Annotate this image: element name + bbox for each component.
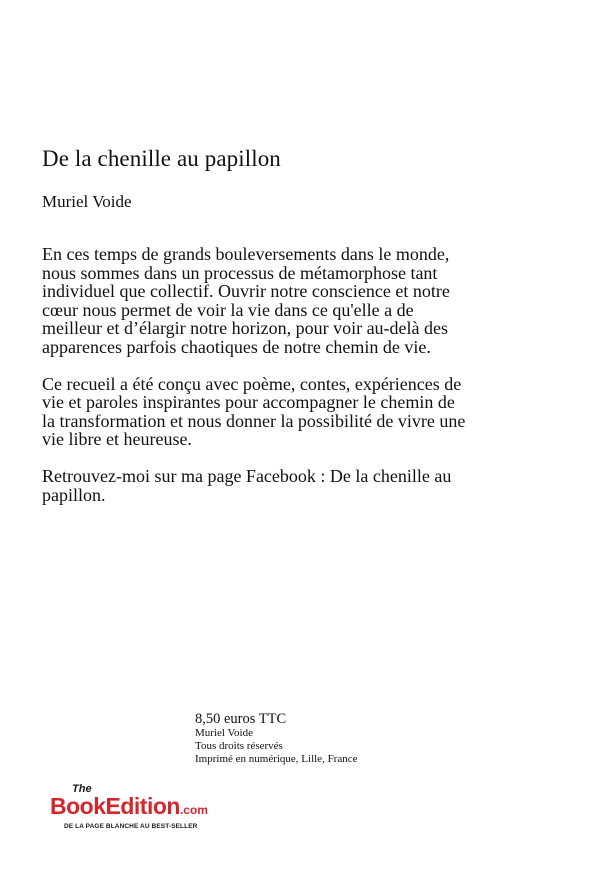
imprint-printed: Imprimé en numérique, Lille, France	[195, 753, 358, 765]
logo-wordmark	[50, 793, 208, 820]
logo-the-text: The	[72, 783, 92, 795]
imprint-rights: Tous droits réservés	[195, 740, 283, 752]
description-paragraph: Retrouvez-moi sur ma page Facebook : De la chenille au papillon.	[42, 466, 452, 505]
imprint-block	[195, 711, 358, 766]
bookedition-logo	[50, 783, 250, 843]
logo-wordmark-com: .com	[179, 803, 208, 817]
book-author: Muriel Voide	[42, 192, 132, 211]
book-description	[42, 245, 472, 523]
logo-wordmark-main: BookEditi	[50, 793, 153, 819]
price-label: 8,50 euros TTC	[195, 711, 287, 727]
description-paragraph: Ce recueil a été conçu avec poème, contes, expériences de vie et paroles inspirantes pour accompagner le chemin de la transformation et nous donner la possibilité de vivre une vie libre et heureuse.	[42, 373, 466, 449]
description-paragraph: En ces temps de grands bouleversements dans le monde, nous sommes dans un processus de métamorphose tant individuel que collectif. Ouvrir notre conscience et notre cœur nous permet de voir la vie dans ce qu'elle a de meilleur et d’élargir notre horizon, pour voir au-delà des apparences parfois chaotiques de notre chemin de vie.	[42, 244, 450, 357]
logo-tagline: DE LA PAGE BLANCHE AU BEST-SELLER	[64, 823, 198, 830]
logo-wordmark-n: n	[166, 793, 180, 819]
book-title: De la chenille au papillon	[42, 146, 281, 171]
imprint-author: Muriel Voide	[195, 727, 253, 739]
logo-wordmark-o: o	[152, 793, 167, 819]
